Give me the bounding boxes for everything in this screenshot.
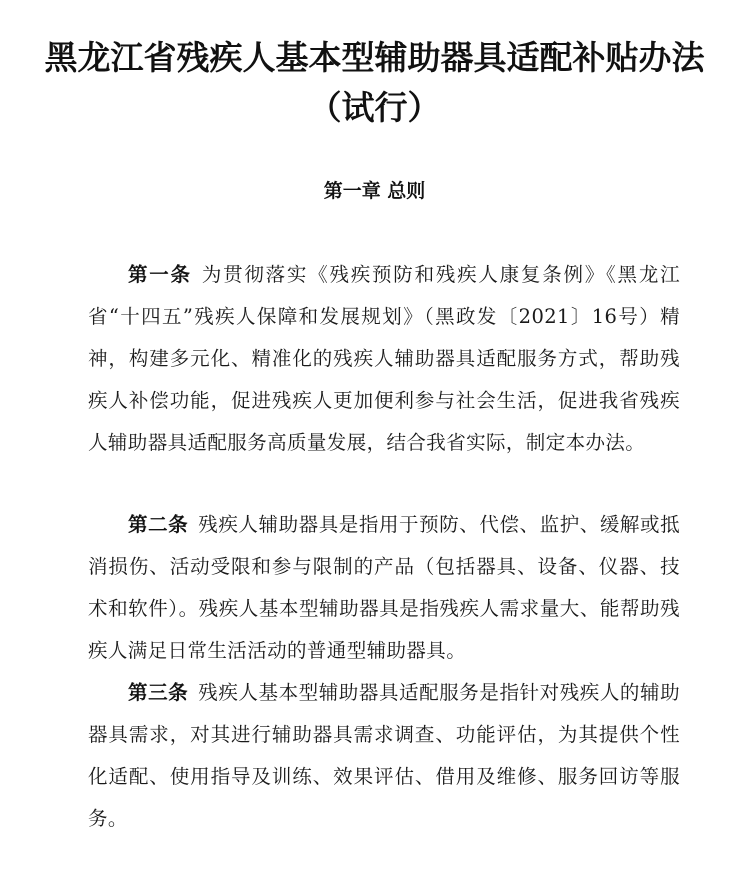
- article-1-text: 为贯彻落实《残疾预防和残疾人康复条例》《黑龙江省“十四五”残疾人保障和发展规划》（黑政发〔2021〕16号）精神，构建多元化、精准化的残疾人辅助器具适配服务方式，帮助残疾人补偿功能，促进残疾人更加便利参与社会生活，促进我省残疾人辅助器具适配服务高质量发展，结合我省实际，制定本办法。: [88, 263, 681, 454]
- article-2-text: 残疾人辅助器具是指用于预防、代偿、监护、缓解或抵消损伤、活动受限和参与限制的产品（包括器具、设备、仪器、技术和软件）。残疾人基本型辅助器具是指残疾人需求量大、能帮助残疾人满足日常生活活动的普通型辅助器具。: [88, 513, 680, 662]
- document-subtitle: （试行）: [308, 88, 441, 127]
- article-3: [88, 672, 680, 840]
- article-1: [88, 254, 680, 464]
- article-1-label: 第一条: [128, 263, 192, 286]
- article-2: [88, 504, 680, 672]
- article-3-label: 第三条: [128, 681, 189, 704]
- chapter-heading: 第一章 总则: [323, 180, 426, 202]
- document-title: 黑龙江省残疾人基本型辅助器具适配补贴办法: [44, 38, 705, 77]
- article-2-label: 第二条: [128, 513, 189, 536]
- article-3-text: 残疾人基本型辅助器具适配服务是指针对残疾人的辅助器具需求，对其进行辅助器具需求调查、功能评估，为其提供个性化适配、使用指导及训练、效果评估、借用及维修、服务回访等服务。: [88, 681, 680, 830]
